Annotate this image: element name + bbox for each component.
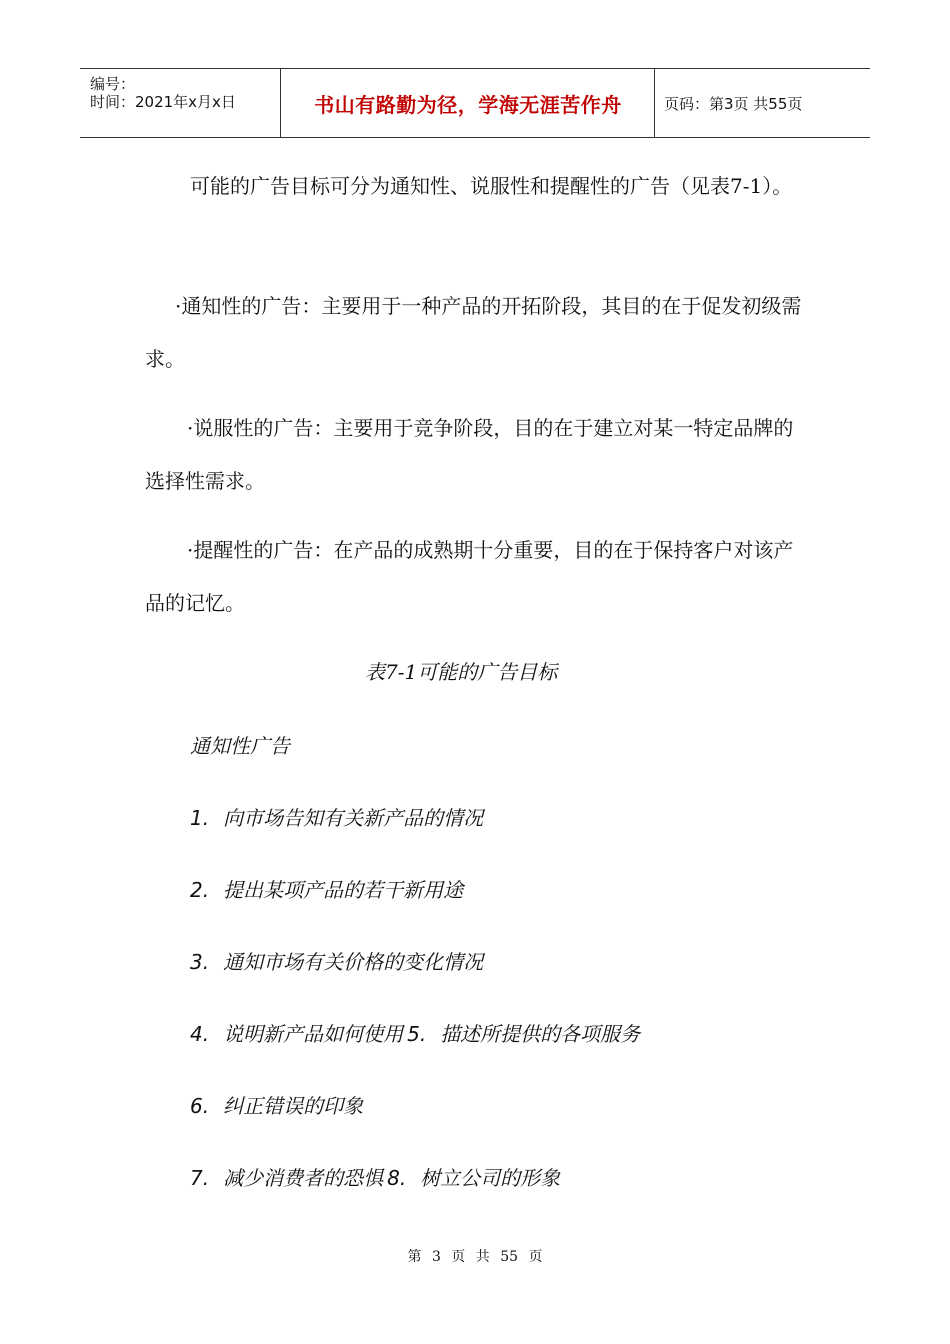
list-item: 2. 提出某项产品的若干新用途 — [190, 878, 464, 902]
page-footer: 第 3 页 共 55 页 — [407, 1249, 543, 1265]
header-motto: 书山有路勤为径，学海无涯苦作舟 — [314, 92, 622, 117]
header-meta — [80, 69, 280, 137]
header-divider — [654, 69, 655, 137]
header-divider — [280, 69, 281, 137]
inform-paragraph: ·通知性的广告：主要用于一种产品的开拓阶段，其目的在于促发初级需求。 — [145, 294, 802, 371]
intro-paragraph: 可能的广告目标可分为通知性、说服性和提醒性的广告（见表7-1）。 — [190, 174, 793, 198]
doc-number-label: 编号： — [90, 75, 136, 93]
list-item: 6. 纠正错误的印象 — [190, 1094, 364, 1118]
table-caption: 表7-1可能的广告目标 — [365, 660, 558, 684]
table-heading: 通知性广告 — [190, 734, 290, 758]
list-item: 3. 通知市场有关价格的变化情况 — [190, 950, 484, 974]
page-header — [80, 68, 870, 138]
doc-date: 时间：2021年x月x日 — [90, 93, 236, 111]
list-item: 7. 减少消费者的恐惧 8. 树立公司的形象 — [190, 1166, 561, 1190]
persuade-paragraph: ·说服性的广告：主要用于竞争阶段，目的在于建立对某一特定品牌的选择性需求。 — [145, 416, 794, 493]
header-page-info: 页码：第3页 共55页 — [664, 94, 803, 113]
list-item: 1. 向市场告知有关新产品的情况 — [190, 806, 484, 830]
remind-paragraph: ·提醒性的广告：在产品的成熟期十分重要，目的在于保持客户对该产品的记忆。 — [145, 538, 794, 615]
list-item: 4. 说明新产品如何使用 5. 描述所提供的各项服务 — [190, 1022, 641, 1046]
